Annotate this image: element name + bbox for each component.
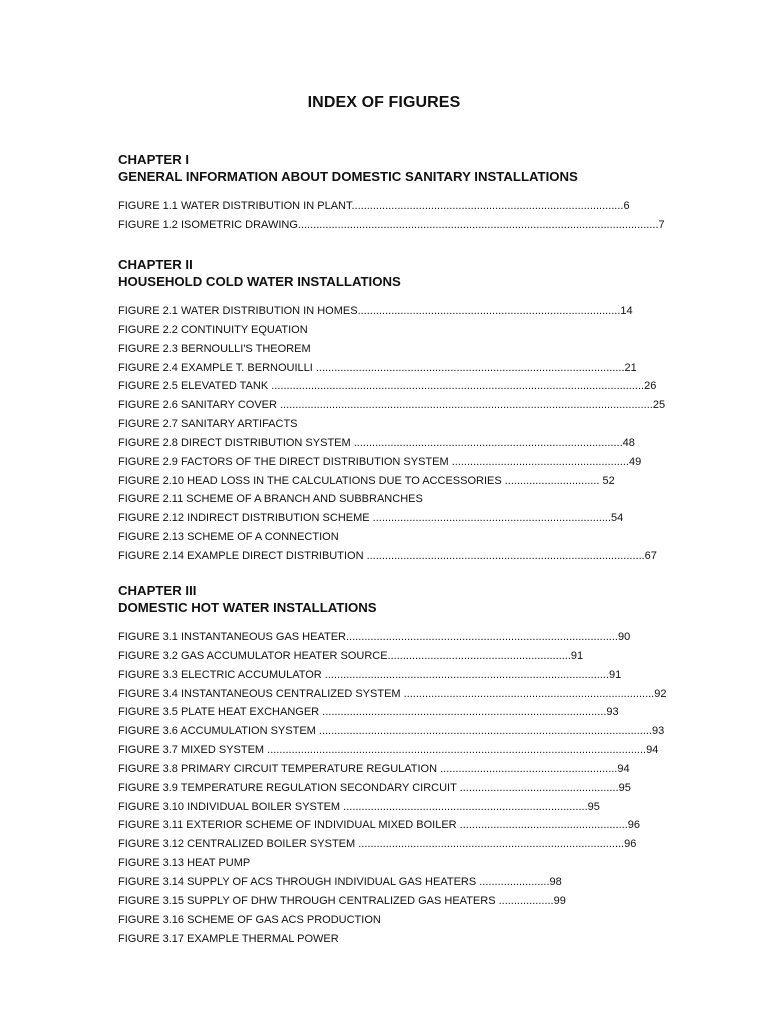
figure-entry: FIGURE 3.6 ACCUMULATION SYSTEM .............................................................................................................93 <box>118 725 665 738</box>
chapter-label: CHAPTER I <box>118 152 190 167</box>
figure-entry: FIGURE 3.4 INSTANTANEOUS CENTRALIZED SYSTEM ..................................................................................92 <box>118 687 667 700</box>
figure-entry: FIGURE 2.14 EXAMPLE DIRECT DISTRIBUTION ...........................................................................................67 <box>118 549 657 562</box>
figure-entry: FIGURE 2.9 FACTORS OF THE DIRECT DISTRIBUTION SYSTEM ..........................................................49 <box>118 455 642 468</box>
figure-entry: FIGURE 3.1 INSTANTANEOUS GAS HEATER.........................................................................................90 <box>118 631 631 643</box>
figure-entry: FIGURE 3.12 CENTRALIZED BOILER SYSTEM .......................................................................................96 <box>118 838 637 851</box>
figure-entry: FIGURE 3.11 EXTERIOR SCHEME OF INDIVIDUAL MIXED BOILER .......................................................96 <box>118 819 641 832</box>
figure-entry: FIGURE 3.15 SUPPLY OF DHW THROUGH CENTRALIZED GAS HEATERS ..................99 <box>118 894 566 907</box>
figure-entry: FIGURE 3.5 PLATE HEAT EXCHANGER .............................................................................................93 <box>118 706 619 719</box>
figure-entry: FIGURE 1.2 ISOMETRIC DRAWING......................................................................................................................7 <box>118 218 665 231</box>
figure-list <box>118 302 698 566</box>
chapter-title: HOUSEHOLD COLD WATER INSTALLATIONS <box>118 273 401 289</box>
figure-entry: FIGURE 2.13 SCHEME OF A CONNECTION <box>118 531 339 544</box>
figure-entry: FIGURE 3.10 INDIVIDUAL BOILER SYSTEM ................................................................................95 <box>118 800 600 813</box>
chapter-title: GENERAL INFORMATION ABOUT DOMESTIC SANITARY INSTALLATIONS <box>118 168 578 184</box>
figure-entry: FIGURE 2.2 CONTINUITY EQUATION <box>118 323 308 336</box>
figure-entry: FIGURE 3.8 PRIMARY CIRCUIT TEMPERATURE REGULATION ..........................................................94 <box>118 762 630 775</box>
figure-entry: FIGURE 3.14 SUPPLY OF ACS THROUGH INDIVIDUAL GAS HEATERS .......................98 <box>118 875 562 888</box>
figure-entry: FIGURE 2.11 SCHEME OF A BRANCH AND SUBBRANCHES <box>118 493 423 506</box>
figure-entry: FIGURE 1.1 WATER DISTRIBUTION IN PLANT.........................................................................................6 <box>118 200 630 212</box>
figure-entry: FIGURE 2.4 EXAMPLE T. BERNOUILLI .....................................................................................................21 <box>118 361 637 374</box>
figure-entry: FIGURE 3.3 ELECTRIC ACCUMULATOR .............................................................................................91 <box>118 668 622 681</box>
page-title: INDEX OF FIGURES <box>307 94 461 111</box>
figure-entry: FIGURE 3.13 HEAT PUMP <box>118 857 251 870</box>
figure-entry: FIGURE 3.17 EXAMPLE THERMAL POWER <box>118 932 339 945</box>
chapter-label: CHAPTER III <box>118 583 197 598</box>
chapter-title: DOMESTIC HOT WATER INSTALLATIONS <box>118 599 377 615</box>
figure-list <box>118 197 698 235</box>
figure-entry: FIGURE 3.9 TEMPERATURE REGULATION SECONDARY CIRCUIT ....................................................95 <box>118 781 631 794</box>
figure-entry: FIGURE 2.1 WATER DISTRIBUTION IN HOMES......................................................................................14 <box>118 305 633 317</box>
figure-entry: FIGURE 3.7 MIXED SYSTEM ............................................................................................................................94 <box>118 744 659 757</box>
figure-entry: FIGURE 2.3 BERNOULLI'S THEOREM <box>118 342 311 355</box>
chapter-2-section <box>118 257 698 566</box>
figure-entry: FIGURE 2.8 DIRECT DISTRIBUTION SYSTEM ........................................................................................48 <box>118 436 635 449</box>
figure-entry: FIGURE 3.2 GAS ACCUMULATOR HEATER SOURCE............................................................91 <box>118 649 584 662</box>
figure-entry: FIGURE 3.16 SCHEME OF GAS ACS PRODUCTION <box>118 913 381 926</box>
figure-entry: FIGURE 2.12 INDIRECT DISTRIBUTION SCHEME ..............................................................................54 <box>118 512 624 525</box>
chapter-label: CHAPTER II <box>118 257 193 272</box>
chapter-1-section <box>118 152 698 235</box>
figure-list <box>118 628 698 948</box>
figure-entry: FIGURE 2.5 ELEVATED TANK ..........................................................................................................................26 <box>118 380 657 393</box>
figure-entry: FIGURE 2.10 HEAD LOSS IN THE CALCULATIONS DUE TO ACCESSORIES ............................... 52 <box>118 474 615 487</box>
chapter-3-section <box>118 583 698 948</box>
figure-entry: FIGURE 2.7 SANITARY ARTIFACTS <box>118 418 298 431</box>
figure-entry: FIGURE 2.6 SANITARY COVER ..........................................................................................................................25 <box>118 399 666 412</box>
